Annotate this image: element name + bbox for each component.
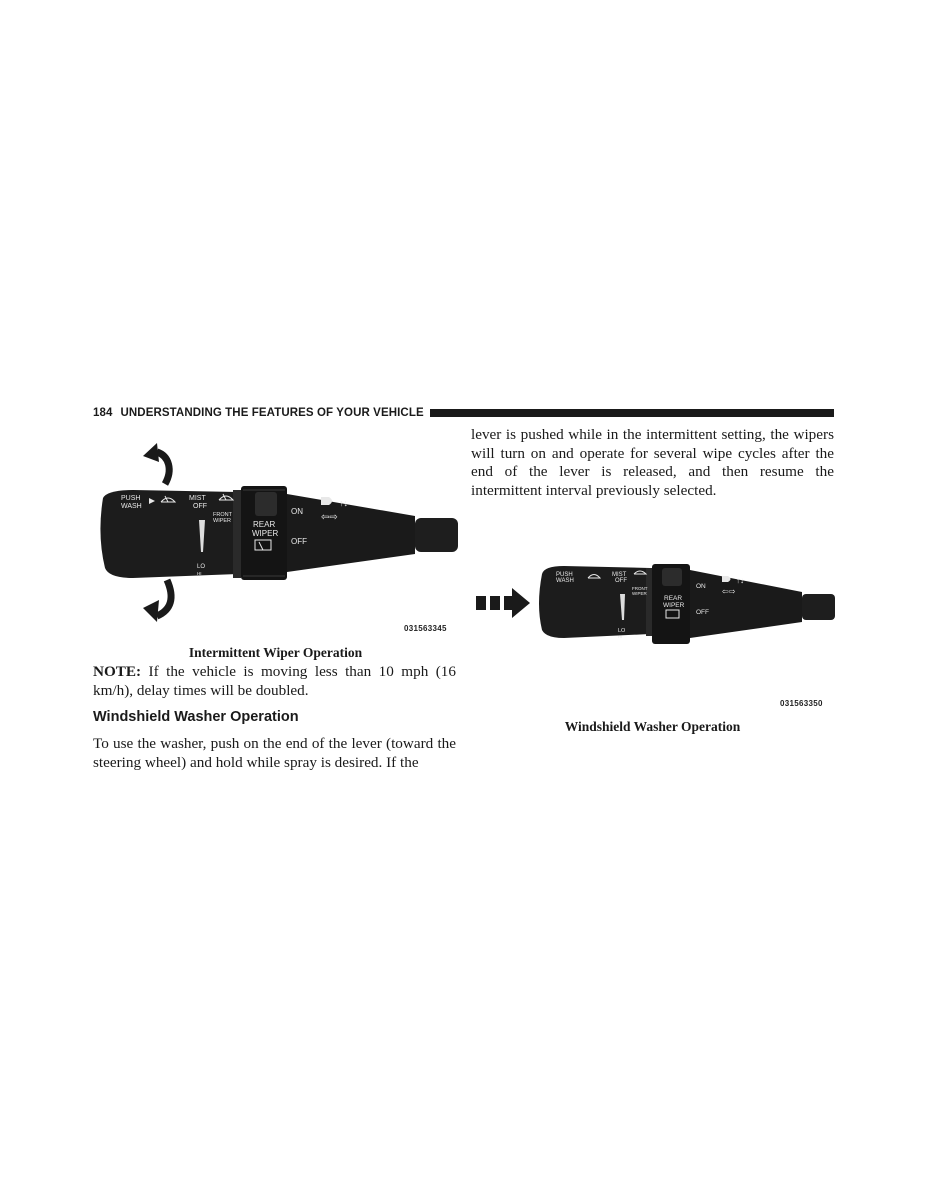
off-position-label: OFF — [696, 609, 709, 616]
figure-id: 031563350 — [780, 699, 823, 708]
svg-text:↑↓: ↑↓ — [339, 498, 348, 508]
curved-arrow-down-icon — [143, 580, 171, 622]
washer-paragraph-text: To use the washer, push on the end of the lever (toward the steering wheel) and hold while spray is desired. If the — [93, 735, 456, 771]
hi-label: HI — [197, 571, 202, 576]
page-number: 184 — [93, 407, 113, 419]
front-label: FRONT — [632, 586, 648, 591]
off-position-label: OFF — [291, 537, 307, 546]
note-paragraph — [93, 663, 456, 700]
figure-intermittent-wiper — [93, 440, 458, 640]
mist-label: MIST — [189, 495, 206, 502]
section-title: UNDERSTANDING THE FEATURES OF YOUR VEHICLE — [120, 407, 424, 419]
push-label: PUSH — [121, 495, 141, 502]
rear-label: REAR — [253, 520, 276, 529]
rear-wiper-label: WIPER — [663, 602, 685, 609]
hi-label: HI — [618, 634, 622, 639]
continued-paragraph-text: lever is pushed while in the intermittent setting, the wipers will turn on and operate for several wipe cycles after the end of the lever is released, and then resume the intermittent interval previously selected. — [471, 426, 834, 499]
note-text: If the vehicle is moving less than 10 mph (16 km/h), delay times will be doubled. — [93, 663, 456, 699]
wiper-label: WIPER — [632, 591, 647, 596]
section-heading: Windshield Washer Operation — [93, 709, 299, 725]
rear-wiper-label: WIPER — [252, 529, 279, 538]
wash-label: WASH — [556, 578, 574, 584]
off-label: OFF — [193, 503, 207, 510]
svg-text:↑↓: ↑↓ — [736, 576, 744, 585]
off-label: OFF — [615, 578, 627, 584]
turn-signal-icon — [321, 512, 338, 523]
push-label: PUSH — [556, 572, 573, 578]
lo-label: LO — [618, 628, 626, 634]
on-label: ON — [696, 583, 706, 590]
lo-label: LO — [197, 564, 206, 570]
wash-label: WASH — [121, 503, 142, 510]
page-header — [93, 406, 834, 420]
washer-paragraph — [93, 735, 456, 772]
header-rule — [430, 409, 834, 417]
figure-id: 031563345 — [404, 624, 447, 633]
svg-text:⇦⇨: ⇦⇨ — [321, 512, 338, 523]
washer-lever-illustration — [472, 560, 835, 714]
turn-signal-icon — [722, 587, 736, 596]
figure-caption: Intermittent Wiper Operation — [188, 645, 363, 660]
figure-caption: Windshield Washer Operation — [564, 719, 741, 734]
continued-paragraph — [471, 426, 834, 500]
wiper-lever-illustration — [93, 440, 458, 640]
note-label: NOTE: — [93, 663, 142, 680]
curved-arrow-up-icon — [143, 443, 169, 484]
push-arrow-icon — [476, 588, 530, 618]
figure-windshield-washer — [472, 560, 835, 714]
front-label: FRONT — [213, 512, 232, 518]
rear-label: REAR — [664, 595, 683, 602]
on-label: ON — [291, 507, 303, 516]
svg-text:⇦⇨: ⇦⇨ — [722, 587, 736, 596]
mist-label: MIST — [612, 572, 627, 578]
wiper-label: WIPER — [213, 518, 232, 524]
